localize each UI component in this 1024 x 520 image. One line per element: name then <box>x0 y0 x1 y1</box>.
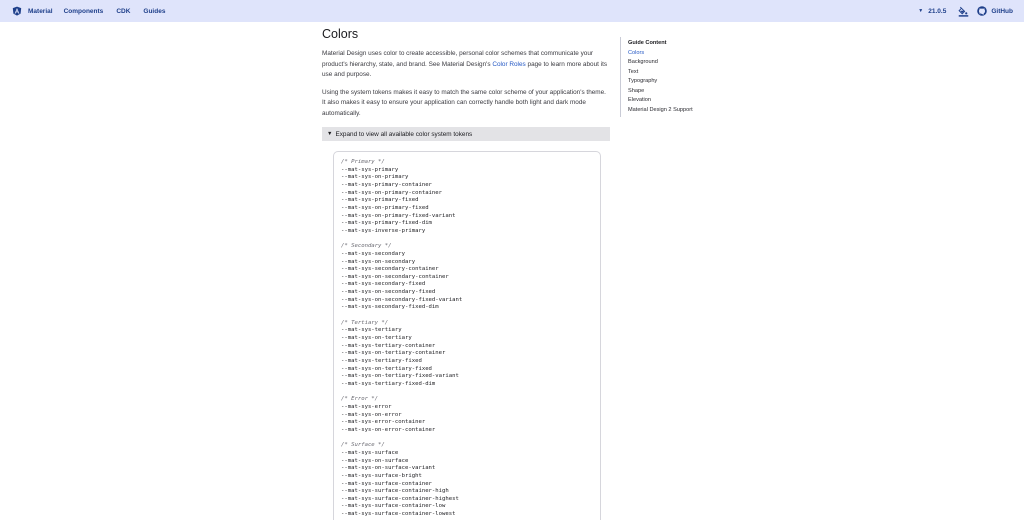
version-label: 21.0.5 <box>928 7 947 15</box>
code-blank-line <box>341 236 462 244</box>
system-tokens-paragraph: Using the system tokens makes it easy to match the same color scheme of your application's theme. It also makes it easy to ensure your application can correctly handle both light and dark mode automatically. <box>322 88 606 117</box>
nav-actions <box>918 0 1013 22</box>
token-line: --mat-sys-surface <box>341 449 399 456</box>
triangle-down-icon: ▼ <box>327 131 333 137</box>
token-line: --mat-sys-secondary-fixed <box>341 281 426 288</box>
token-line: --mat-sys-secondary <box>341 250 405 257</box>
token-line: --mat-sys-inverse-primary <box>341 227 426 234</box>
intro-paragraph <box>322 49 610 81</box>
github-link[interactable] <box>977 6 1013 16</box>
code-blank-line <box>341 389 462 397</box>
token-line: --mat-sys-on-primary <box>341 174 409 181</box>
token-line: --mat-sys-on-secondary-fixed-variant <box>341 296 463 303</box>
token-line: --mat-sys-on-secondary-fixed <box>341 289 436 296</box>
nav-cdk-link[interactable]: CDK <box>116 7 131 15</box>
token-line: --mat-sys-secondary-fixed-dim <box>341 304 439 311</box>
token-line: --mat-sys-primary <box>341 166 399 173</box>
token-line: --mat-sys-on-tertiary <box>341 335 412 342</box>
token-line: --mat-sys-on-secondary <box>341 258 416 265</box>
token-line: --mat-sys-primary-fixed-dim <box>341 220 432 227</box>
toc-item-material-design-2-support[interactable]: Material Design 2 Support <box>628 107 693 114</box>
toc-item-colors[interactable]: Colors <box>628 49 645 56</box>
code-comment: /* Surface */ <box>341 442 385 449</box>
toc-item-typography[interactable]: Typography <box>628 78 658 85</box>
caret-down-icon: ▼ <box>918 8 924 14</box>
brand-link[interactable] <box>12 0 64 22</box>
expand-tokens-label: Expand to view all available color system tokens <box>335 130 473 138</box>
token-line: --mat-sys-on-tertiary-fixed <box>341 365 432 372</box>
expand-tokens-toggle[interactable] <box>322 127 610 141</box>
token-line: --mat-sys-on-primary-container <box>341 189 443 196</box>
version-selector[interactable] <box>918 8 946 15</box>
theme-picker-icon[interactable] <box>958 6 969 17</box>
token-line: --mat-sys-on-surface <box>341 457 409 464</box>
toc-item-background[interactable]: Background <box>628 59 658 66</box>
brand-label: Material <box>28 7 53 15</box>
token-line: --mat-sys-surface-container-high <box>341 488 449 495</box>
tokens-code <box>341 159 462 519</box>
token-line: --mat-sys-on-secondary-container <box>341 273 449 280</box>
main-content <box>322 22 610 141</box>
code-comment: /* Tertiary */ <box>341 319 389 326</box>
toc-item-shape[interactable]: Shape <box>628 87 645 94</box>
token-line: --mat-sys-on-tertiary-container <box>341 350 446 357</box>
token-line: --mat-sys-error-container <box>341 419 426 426</box>
token-line: --mat-sys-primary-container <box>341 181 432 188</box>
token-line: --mat-sys-on-primary-fixed <box>341 204 429 211</box>
angular-material-logo-icon <box>12 6 22 16</box>
code-comment: /* Secondary */ <box>341 243 392 250</box>
top-app-bar <box>0 0 1024 22</box>
token-line: --mat-sys-surface-bright <box>341 472 422 479</box>
token-line: --mat-sys-surface-container-lowest <box>341 511 456 518</box>
token-line: --mat-sys-surface-container-highest <box>341 495 459 502</box>
toc-item-text[interactable]: Text <box>628 68 639 75</box>
token-line: --mat-sys-on-surface-variant <box>341 465 436 472</box>
token-line: --mat-sys-primary-fixed <box>341 197 419 204</box>
token-line: --mat-sys-tertiary <box>341 327 402 334</box>
token-line: --mat-sys-surface-container-low <box>341 503 446 510</box>
nav-guides-link[interactable]: Guides <box>143 7 166 15</box>
code-blank-line <box>341 312 462 320</box>
code-comment: /* Primary */ <box>341 159 385 165</box>
token-line: --mat-sys-tertiary-fixed <box>341 358 422 365</box>
intro-text-start: Material Design uses color to create accessible, personal color schemes that communicate your product's hierarchy, state, and brand. See Material Design's <box>322 50 594 68</box>
token-line: --mat-sys-surface-container <box>341 480 432 487</box>
token-line: --mat-sys-on-error-container <box>341 426 436 433</box>
token-line: --mat-sys-on-tertiary-fixed-variant <box>341 373 459 380</box>
token-line: --mat-sys-on-primary-fixed-variant <box>341 212 456 219</box>
token-line: --mat-sys-secondary-container <box>341 266 439 273</box>
code-comment: /* Error */ <box>341 396 379 403</box>
tokens-code-block <box>333 151 601 520</box>
table-of-contents <box>620 37 730 117</box>
token-line: --mat-sys-tertiary-fixed-dim <box>341 381 436 387</box>
page-title: Colors <box>322 27 359 41</box>
code-blank-line <box>341 435 462 443</box>
color-roles-link[interactable]: Color Roles <box>492 60 526 68</box>
toc-title: Guide Content <box>628 40 667 46</box>
token-line: --mat-sys-tertiary-container <box>341 342 436 349</box>
intro-text-end: page to learn more about its use and purpose. <box>322 60 608 78</box>
toc-item-elevation[interactable]: Elevation <box>628 97 652 104</box>
github-label: GitHub <box>991 7 1013 15</box>
token-line: --mat-sys-on-error <box>341 411 402 418</box>
github-icon <box>977 6 987 16</box>
nav-components-link[interactable]: Components <box>63 7 104 15</box>
token-line: --mat-sys-error <box>341 403 392 410</box>
